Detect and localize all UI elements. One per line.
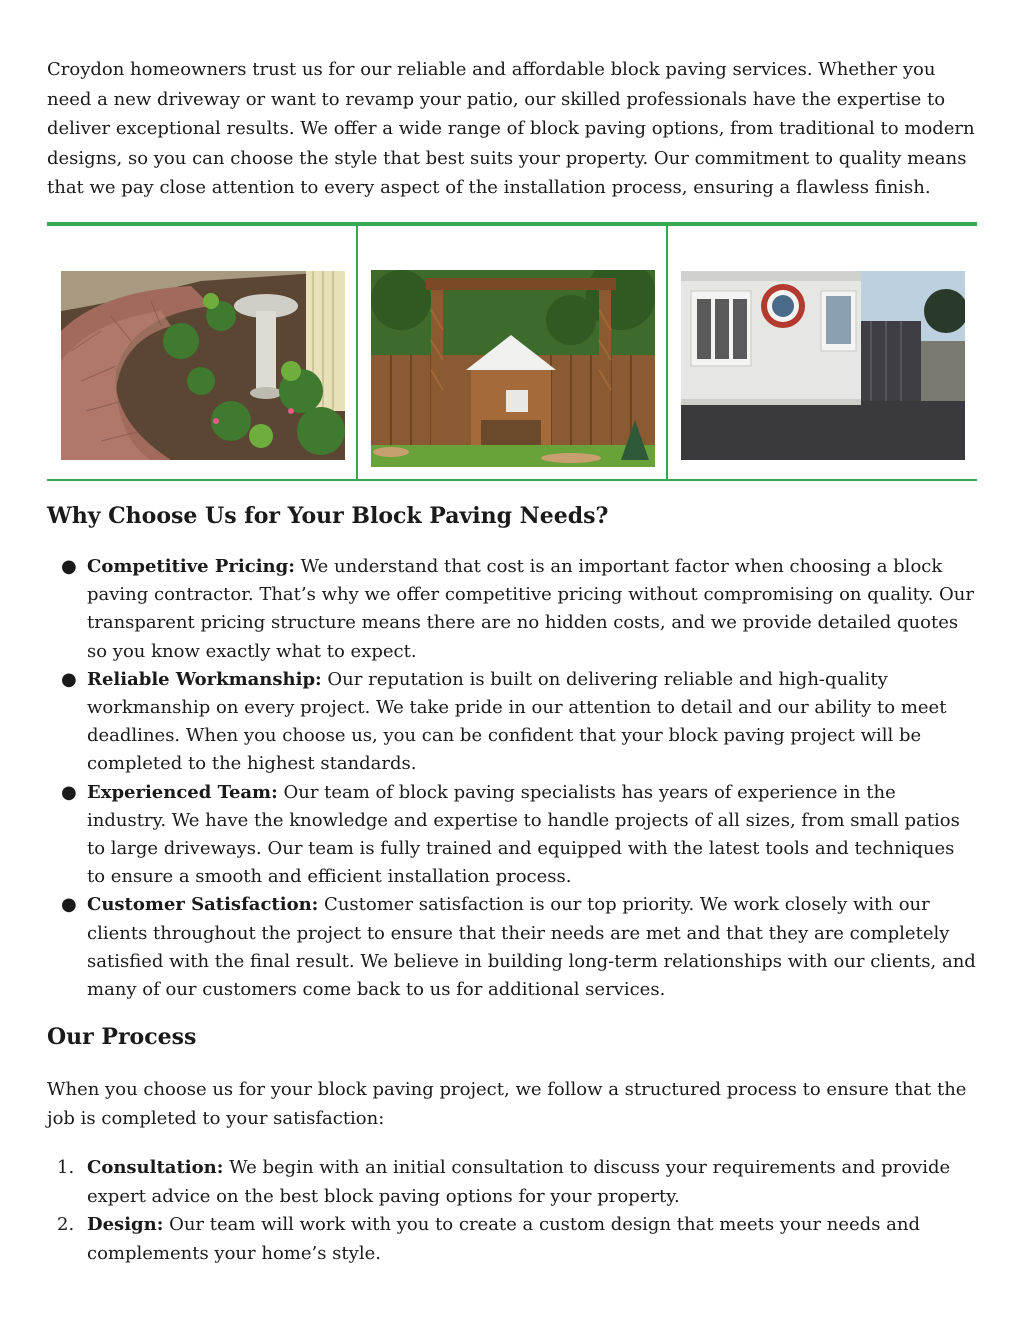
list-item bbox=[57, 1154, 977, 1211]
benefit-title: Reliable Workmanship: bbox=[87, 668, 322, 690]
bullet-icon: ● bbox=[61, 894, 77, 916]
list-item bbox=[61, 891, 977, 1004]
benefit-title: Customer Satisfaction: bbox=[87, 894, 319, 916]
gallery-cell-3 bbox=[666, 226, 977, 479]
benefit-title: Competitive Pricing: bbox=[87, 556, 295, 577]
house-driveway-photo bbox=[681, 271, 965, 460]
bullet-icon: ● bbox=[61, 668, 77, 690]
benefits-list bbox=[47, 553, 977, 1004]
step-title: Design: bbox=[87, 1214, 164, 1236]
bullet-icon: ● bbox=[61, 556, 77, 577]
list-item bbox=[61, 553, 977, 666]
list-item bbox=[61, 666, 977, 779]
process-heading: Our Process bbox=[47, 1024, 197, 1050]
step-number: 2. bbox=[57, 1214, 75, 1236]
step-title: Consultation: bbox=[87, 1157, 224, 1178]
curved-paving-garden-photo bbox=[61, 271, 345, 460]
gallery-cell-2 bbox=[356, 226, 667, 479]
benefit-text: Customer satisfaction is our top priority. We work closely with our clients throughout the project to ensure that their needs are met and that they are completely satisfied with the final result. We believe in building long-term relationships with our clients, and many of our customers come back to us for additional services. bbox=[87, 894, 976, 1001]
why-heading: Why Choose Us for Your Block Paving Needs? bbox=[47, 503, 609, 529]
process-intro: When you choose us for your block paving project, we follow a structured process to ensure that the job is completed to your satisfaction: bbox=[47, 1079, 967, 1129]
list-item bbox=[57, 1211, 977, 1268]
gallery-cell-1 bbox=[47, 226, 356, 479]
bullet-icon: ● bbox=[61, 781, 77, 803]
photo-gallery bbox=[47, 222, 977, 481]
step-text: Our team will work with you to create a custom design that meets your needs and complements your home’s style. bbox=[87, 1214, 921, 1264]
benefit-text: Our reputation is built on delivering reliable and high-quality workmanship on every project. We take pride in our attention to detail and our ability to meet deadlines. When you choose us, you can be confident that your block paving project will be completed to the highest standards. bbox=[87, 668, 947, 775]
benefit-text: We understand that cost is an important factor when choosing a block paving contractor. That’s why we offer competitive pricing without compromising on quality. Our transparent pricing structure means there are no hidden costs, and we provide detailed quotes so you know exactly what to expect. bbox=[87, 556, 974, 662]
intro-paragraph: Croydon homeowners trust us for our reliable and affordable block paving services. Whether you need a new driveway or want to revamp your patio, our skilled professionals have the expertise to deliver exceptional results. We offer a wide range of block paving options, from traditional to modern designs, so you can choose the style that best suits your property. Our commitment to quality means that we pay close attention to every aspect of the installation process, ensuring a flawless finish. bbox=[47, 59, 975, 199]
benefit-text: Our team of block paving specialists has years of experience in the industry. We have the knowledge and expertise to handle projects of all sizes, from small patios to large driveways. Our team is fully trained and equipped with the latest tools and techniques to ensure a smooth and efficient installation process. bbox=[87, 781, 960, 888]
pergola-playhouse-photo bbox=[371, 270, 655, 467]
process-steps-list bbox=[47, 1154, 977, 1268]
step-number: 1. bbox=[57, 1157, 75, 1178]
benefit-title: Experienced Team: bbox=[87, 781, 278, 803]
step-text: We begin with an initial consultation to discuss your requirements and provide expert advice on the best block paving options for your property. bbox=[87, 1157, 951, 1207]
list-item bbox=[61, 779, 977, 892]
